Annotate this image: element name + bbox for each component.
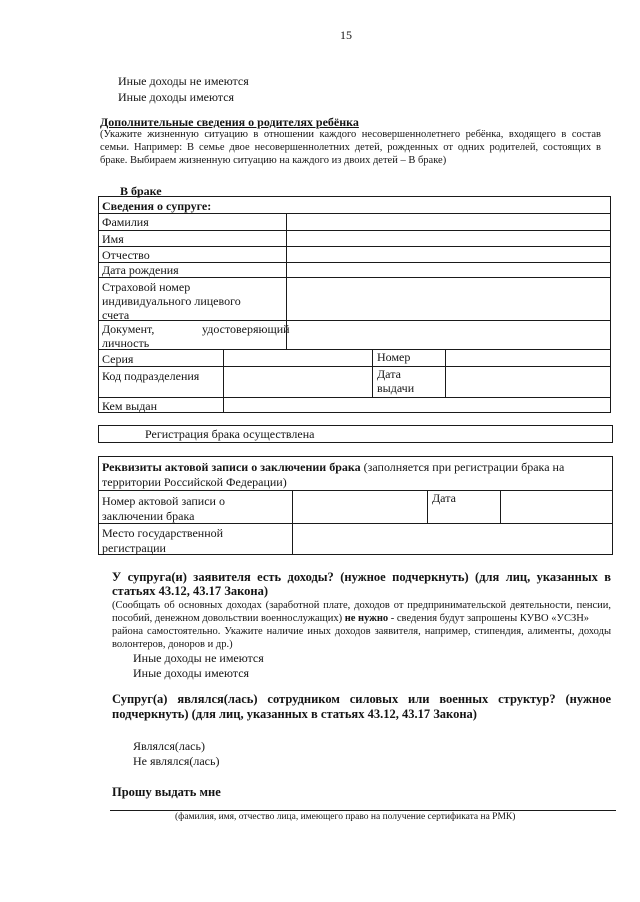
page-number: 15	[340, 28, 352, 42]
snils-label-3: счета	[102, 308, 130, 322]
id-doc-field[interactable]	[287, 321, 610, 348]
registration-place-label-1: Место государственной	[102, 526, 224, 540]
id-doc-label-1b: удостоверяющий	[202, 322, 290, 336]
spouse-income-question-2: статьях 43.12, 43.17 Закона)	[112, 584, 269, 598]
spouse-income-question-1: У супруга(и) заявителя есть доходы? (нужное подчеркнуть) (для лиц, указанных в	[112, 570, 611, 584]
request-caption: (фамилия, имя, отчество лица, имеющего право на получение сертификата на РМК)	[175, 812, 516, 822]
registration-place-label-2: регистрации	[102, 541, 166, 555]
spouse-income-note-2a: пособий, денежном довольствии военнослужащих)	[112, 613, 345, 624]
surname-label: Фамилия	[102, 215, 149, 229]
parents-note-line-2: семьи. Например: В семье двое несовершеннолетних детей, рожденных от одних родителей, состоящих в	[100, 142, 601, 153]
registration-place-field[interactable]	[293, 524, 612, 554]
spouse-income-note-4: волонтеров, доноров и др.)	[112, 639, 233, 650]
id-doc-label-1a: Документ,	[102, 322, 155, 336]
snils-label-1: Страховой номер	[102, 280, 191, 294]
number-field[interactable]	[446, 350, 610, 365]
name-field[interactable]	[287, 231, 610, 245]
request-label: Прошу выдать мне	[112, 785, 221, 799]
record-date-label: Дата	[432, 491, 456, 505]
series-field[interactable]	[224, 350, 371, 365]
spouse-income-note-1: (Сообщать об основных доходах (заработной плате, доходов от предпринимательской деятельности, пенсии,	[112, 600, 611, 611]
parents-note-line-1: (Укажите жизненную ситуацию в отношении каждого несовершеннолетнего ребёнка, входящего в состав	[100, 129, 601, 140]
spouse-income-note-2b: не нужно	[344, 613, 389, 624]
military-option-was-not[interactable]: Не являлся(лась)	[133, 754, 220, 768]
surname-field[interactable]	[287, 214, 610, 229]
issue-date-label-2: выдачи	[377, 381, 415, 395]
birth-date-field[interactable]	[287, 263, 610, 276]
issue-date-field[interactable]	[446, 367, 610, 396]
issued-by-label: Кем выдан	[102, 399, 158, 413]
patronymic-field[interactable]	[287, 247, 610, 261]
military-question-1: Супруг(а) являлся(лась) сотрудником силовых или военных структур? (нужное	[112, 692, 611, 706]
name-label: Имя	[102, 232, 124, 246]
parents-info-title: Дополнительные сведения о родителях ребёнка	[100, 115, 359, 129]
issued-by-field[interactable]	[224, 398, 610, 412]
record-date-field[interactable]	[501, 491, 612, 522]
marriage-record-header	[102, 460, 564, 474]
income-option-exists[interactable]: Иные доходы имеются	[118, 90, 235, 104]
spouse-income-option-exists[interactable]: Иные доходы имеются	[133, 666, 250, 680]
spouse-income-note-3: района самостоятельно. Укажите наличие иных доходов заявителя, например, стипендия, алименты, доходы	[112, 626, 611, 637]
record-number-field[interactable]	[293, 491, 426, 522]
spouse-income-option-none[interactable]: Иные доходы не имеются	[133, 651, 264, 665]
snils-field[interactable]	[287, 278, 610, 319]
patronymic-label: Отчество	[102, 248, 150, 262]
id-doc-label-2: личность	[102, 336, 150, 350]
military-question-2: подчеркнуть) (для лиц, указанных в статьях 43.12, 43.17 Закона)	[112, 707, 477, 721]
spouse-income-note-2	[112, 613, 589, 625]
issue-date-label-1: Дата	[377, 367, 401, 381]
marriage-record-header-line-2: территории Российской Федерации)	[102, 475, 287, 489]
marriage-record-header-normal: (заполняется при регистрации брака на	[360, 460, 565, 474]
number-label: Номер	[377, 350, 411, 364]
record-number-label-2: заключении брака	[102, 509, 195, 523]
record-number-label-1: Номер актовой записи о	[102, 494, 225, 508]
marriage-record-header-bold: Реквизиты актовой записи о заключении брака	[102, 460, 361, 474]
parents-note-line-3: браке. Выбираем жизненную ситуацию на каждого из двоих детей – В браке)	[100, 155, 447, 166]
series-label: Серия	[102, 352, 134, 366]
division-code-field[interactable]	[224, 367, 371, 396]
snils-label-2: индивидуального лицевого	[102, 294, 241, 308]
marriage-registration-label: Регистрация брака осуществлена	[145, 427, 315, 441]
married-label: В браке	[120, 184, 162, 198]
spouse-header: Сведения о супруге:	[102, 199, 212, 213]
birth-date-label: Дата рождения	[102, 263, 179, 277]
division-code-label: Код подразделения	[102, 369, 200, 383]
spouse-income-note-2c: - сведения будут запрошены КУВО «УСЗН»	[388, 613, 590, 624]
military-option-was[interactable]: Являлся(лась)	[133, 739, 205, 753]
income-option-none[interactable]: Иные доходы не имеются	[118, 74, 249, 88]
